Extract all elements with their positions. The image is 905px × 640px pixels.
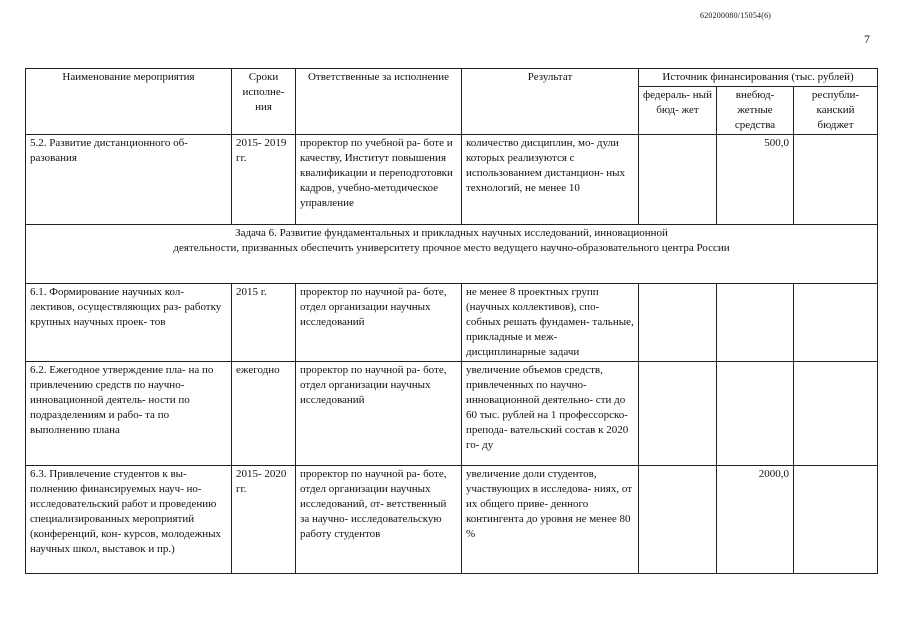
task-row	[26, 225, 878, 284]
page-number: 7	[864, 32, 870, 46]
row-name: 6.3. Привлечение студентов к вы- полнению финансируемых науч- но-исследовательский работ и проведению специализированных мероприятий (конференций, кон- курсов, молодежных научных школ, выставок и пр.)	[26, 466, 232, 574]
row-republic	[794, 284, 878, 362]
row-result: увеличение объемов средств, привлеченных по научно- инновационной деятельно- сти до 60 тыс. рублей на 1 профессорско-препода- вательский состав к 2020 го- ду	[462, 362, 639, 466]
row-offbudget	[717, 284, 794, 362]
col-header-republic: республи- канский бюджет	[794, 87, 878, 135]
document-code: 620200080/15054(6)	[700, 11, 772, 20]
table-row	[26, 284, 878, 362]
row-responsible: проректор по научной ра- боте, отдел организации научных исследований	[296, 284, 462, 362]
task-6-line-1: Задача 6. Развитие фундаментальных и прикладных научных исследований, инновационной	[235, 227, 668, 239]
row-federal	[639, 135, 717, 225]
task-6-heading	[26, 225, 878, 284]
row-responsible: проректор по научной ра- боте, отдел организации научных исследований, от- ветственный за научно- исследовательскую работу студентов	[296, 466, 462, 574]
row-name: 6.1. Формирование научных кол- лективов, осуществляющих раз- работку крупных научных проек- тов	[26, 284, 232, 362]
row-offbudget: 2000,0	[717, 466, 794, 574]
row-result: количество дисциплин, мо- дули которых реализуются с использованием дистанцион- ных технологий, не менее 10	[462, 135, 639, 225]
table-row	[26, 362, 878, 466]
row-federal	[639, 362, 717, 466]
row-responsible: проректор по учебной ра- боте и качеству, Институт повышения квалификации и переподготовки кадров, учебно-методическое управление	[296, 135, 462, 225]
col-header-result: Результат	[462, 69, 639, 135]
row-republic	[794, 135, 878, 225]
row-name: 5.2. Развитие дистанционного об- разования	[26, 135, 232, 225]
row-name: 6.2. Ежегодное утверждение пла- на по привлечению средств по научно-инновационной деятель- ности по подразделениям и рабо- та по выполнению плана	[26, 362, 232, 466]
col-header-funding: Источник финансирования (тыс. рублей)	[639, 69, 878, 87]
row-result: увеличение доли студентов, участвующих в исследова- ниях, от их общего приве- денного контингента до уровня не менее 80 %	[462, 466, 639, 574]
row-republic	[794, 466, 878, 574]
row-offbudget: 500,0	[717, 135, 794, 225]
row-republic	[794, 362, 878, 466]
row-responsible: проректор по научной ра- боте, отдел организации научных исследований	[296, 362, 462, 466]
task-6-line-2: деятельности, призванных обеспечить университету прочное место ведущего научно-образовательного центра России	[173, 242, 730, 254]
activities-table	[25, 68, 878, 574]
table-row	[26, 135, 878, 225]
col-header-terms: Сроки исполне- ния	[232, 69, 296, 135]
table-row	[26, 466, 878, 574]
row-terms: ежегодно	[232, 362, 296, 466]
col-header-offbudget: внебюд- жетные средства	[717, 87, 794, 135]
col-header-name: Наименование мероприятия	[26, 69, 232, 135]
row-result: не менее 8 проектных групп (научных коллективов), спо- собных решать фундамен- тальные, прикладные и меж- дисциплинарные задачи	[462, 284, 639, 362]
row-offbudget	[717, 362, 794, 466]
row-federal	[639, 284, 717, 362]
header-row	[26, 69, 878, 87]
row-terms: 2015- 2019 гг.	[232, 135, 296, 225]
col-header-federal: федераль- ный бюд- жет	[639, 87, 717, 135]
row-terms: 2015- 2020 гг.	[232, 466, 296, 574]
row-terms: 2015 г.	[232, 284, 296, 362]
row-federal	[639, 466, 717, 574]
col-header-responsible: Ответственные за исполнение	[296, 69, 462, 135]
